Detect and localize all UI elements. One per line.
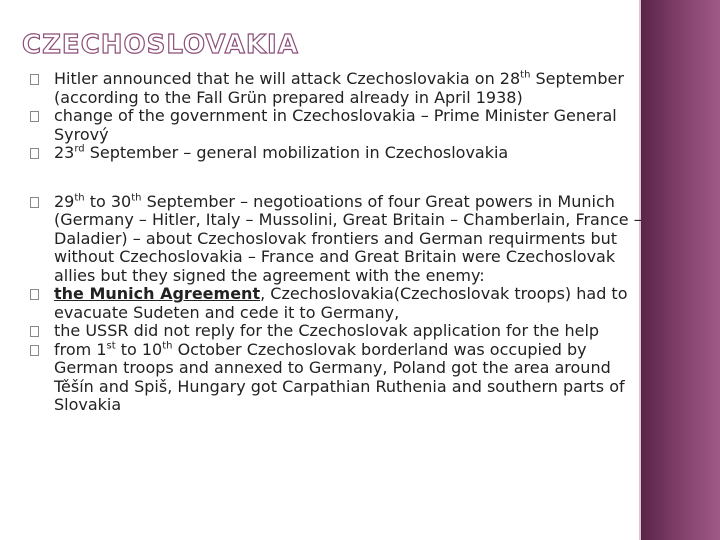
- bullet-text: October Czechoslovak borderland was occupied by German troops and annexed to Germany, Poland got the area around Těšín and Spiš, Hungary got Carpathian Ruthenia and southern parts of Slovakia: [54, 339, 625, 414]
- slide-title: CZECHOSLOVAKIA: [22, 30, 299, 60]
- bullet-item: [30, 193, 642, 286]
- ordinal-suffix: st: [106, 340, 116, 352]
- bullet-item: [30, 285, 642, 322]
- bullet-text: to 30: [84, 191, 132, 211]
- bullet-text: change of the government in Czechoslovakia – Prime Minister General Syrový: [54, 106, 617, 144]
- square-bullet-icon: [30, 74, 39, 85]
- bullet-item: [30, 107, 642, 144]
- bullet-text: Hitler announced that he will attack Czechoslovakia on 28: [54, 69, 521, 88]
- ordinal-suffix: rd: [74, 143, 85, 155]
- square-bullet-icon: [30, 148, 39, 159]
- square-bullet-icon: [30, 345, 39, 356]
- munich-agreement-term: the Munich Agreement: [54, 284, 261, 303]
- square-bullet-icon: [30, 111, 39, 122]
- bullet-text: from 1: [54, 339, 107, 359]
- square-bullet-icon: [30, 326, 39, 337]
- bullet-item: [30, 144, 642, 163]
- bullet-item: [30, 70, 642, 107]
- bullet-text: 23: [54, 143, 75, 162]
- bullet-text: 29: [54, 191, 75, 211]
- slide-content: [30, 70, 642, 415]
- ordinal-suffix: th: [74, 192, 85, 204]
- ordinal-suffix: th: [131, 192, 142, 204]
- bullet-text: to 10: [115, 339, 163, 359]
- bullet-text: September – negotioations of four Great powers in Munich (Germany – Hitler, Italy – Mussolini, Great Britain – Chamberlain, France – Daladier) – about Czechoslovak frontiers and German requirments but without Czechoslovakia – France and Great Britain were Czechoslovak allies but they signed the agreement with the enemy:: [54, 191, 642, 285]
- bullet-text: September – general mobilization in Czechoslovakia: [84, 143, 509, 162]
- square-bullet-icon: [30, 289, 39, 300]
- section-gap: [30, 163, 642, 193]
- side-decoration-band: [641, 0, 720, 540]
- bullet-list-bottom: [30, 193, 642, 415]
- bullet-item: [30, 341, 642, 415]
- bullet-text: the USSR did not reply for the Czechoslovak application for the help: [54, 321, 600, 340]
- bullet-item: [30, 322, 642, 341]
- bullet-text: September (according to the Fall Grün prepared already in April 1938): [54, 69, 624, 107]
- ordinal-suffix: th: [520, 69, 531, 81]
- bullet-text: , Czechoslovakia(Czechoslovak troops) had to evacuate Sudeten and cede it to Germany,: [54, 284, 628, 322]
- square-bullet-icon: [30, 197, 39, 208]
- ordinal-suffix: th: [162, 340, 173, 352]
- bullet-list-top: [30, 70, 642, 163]
